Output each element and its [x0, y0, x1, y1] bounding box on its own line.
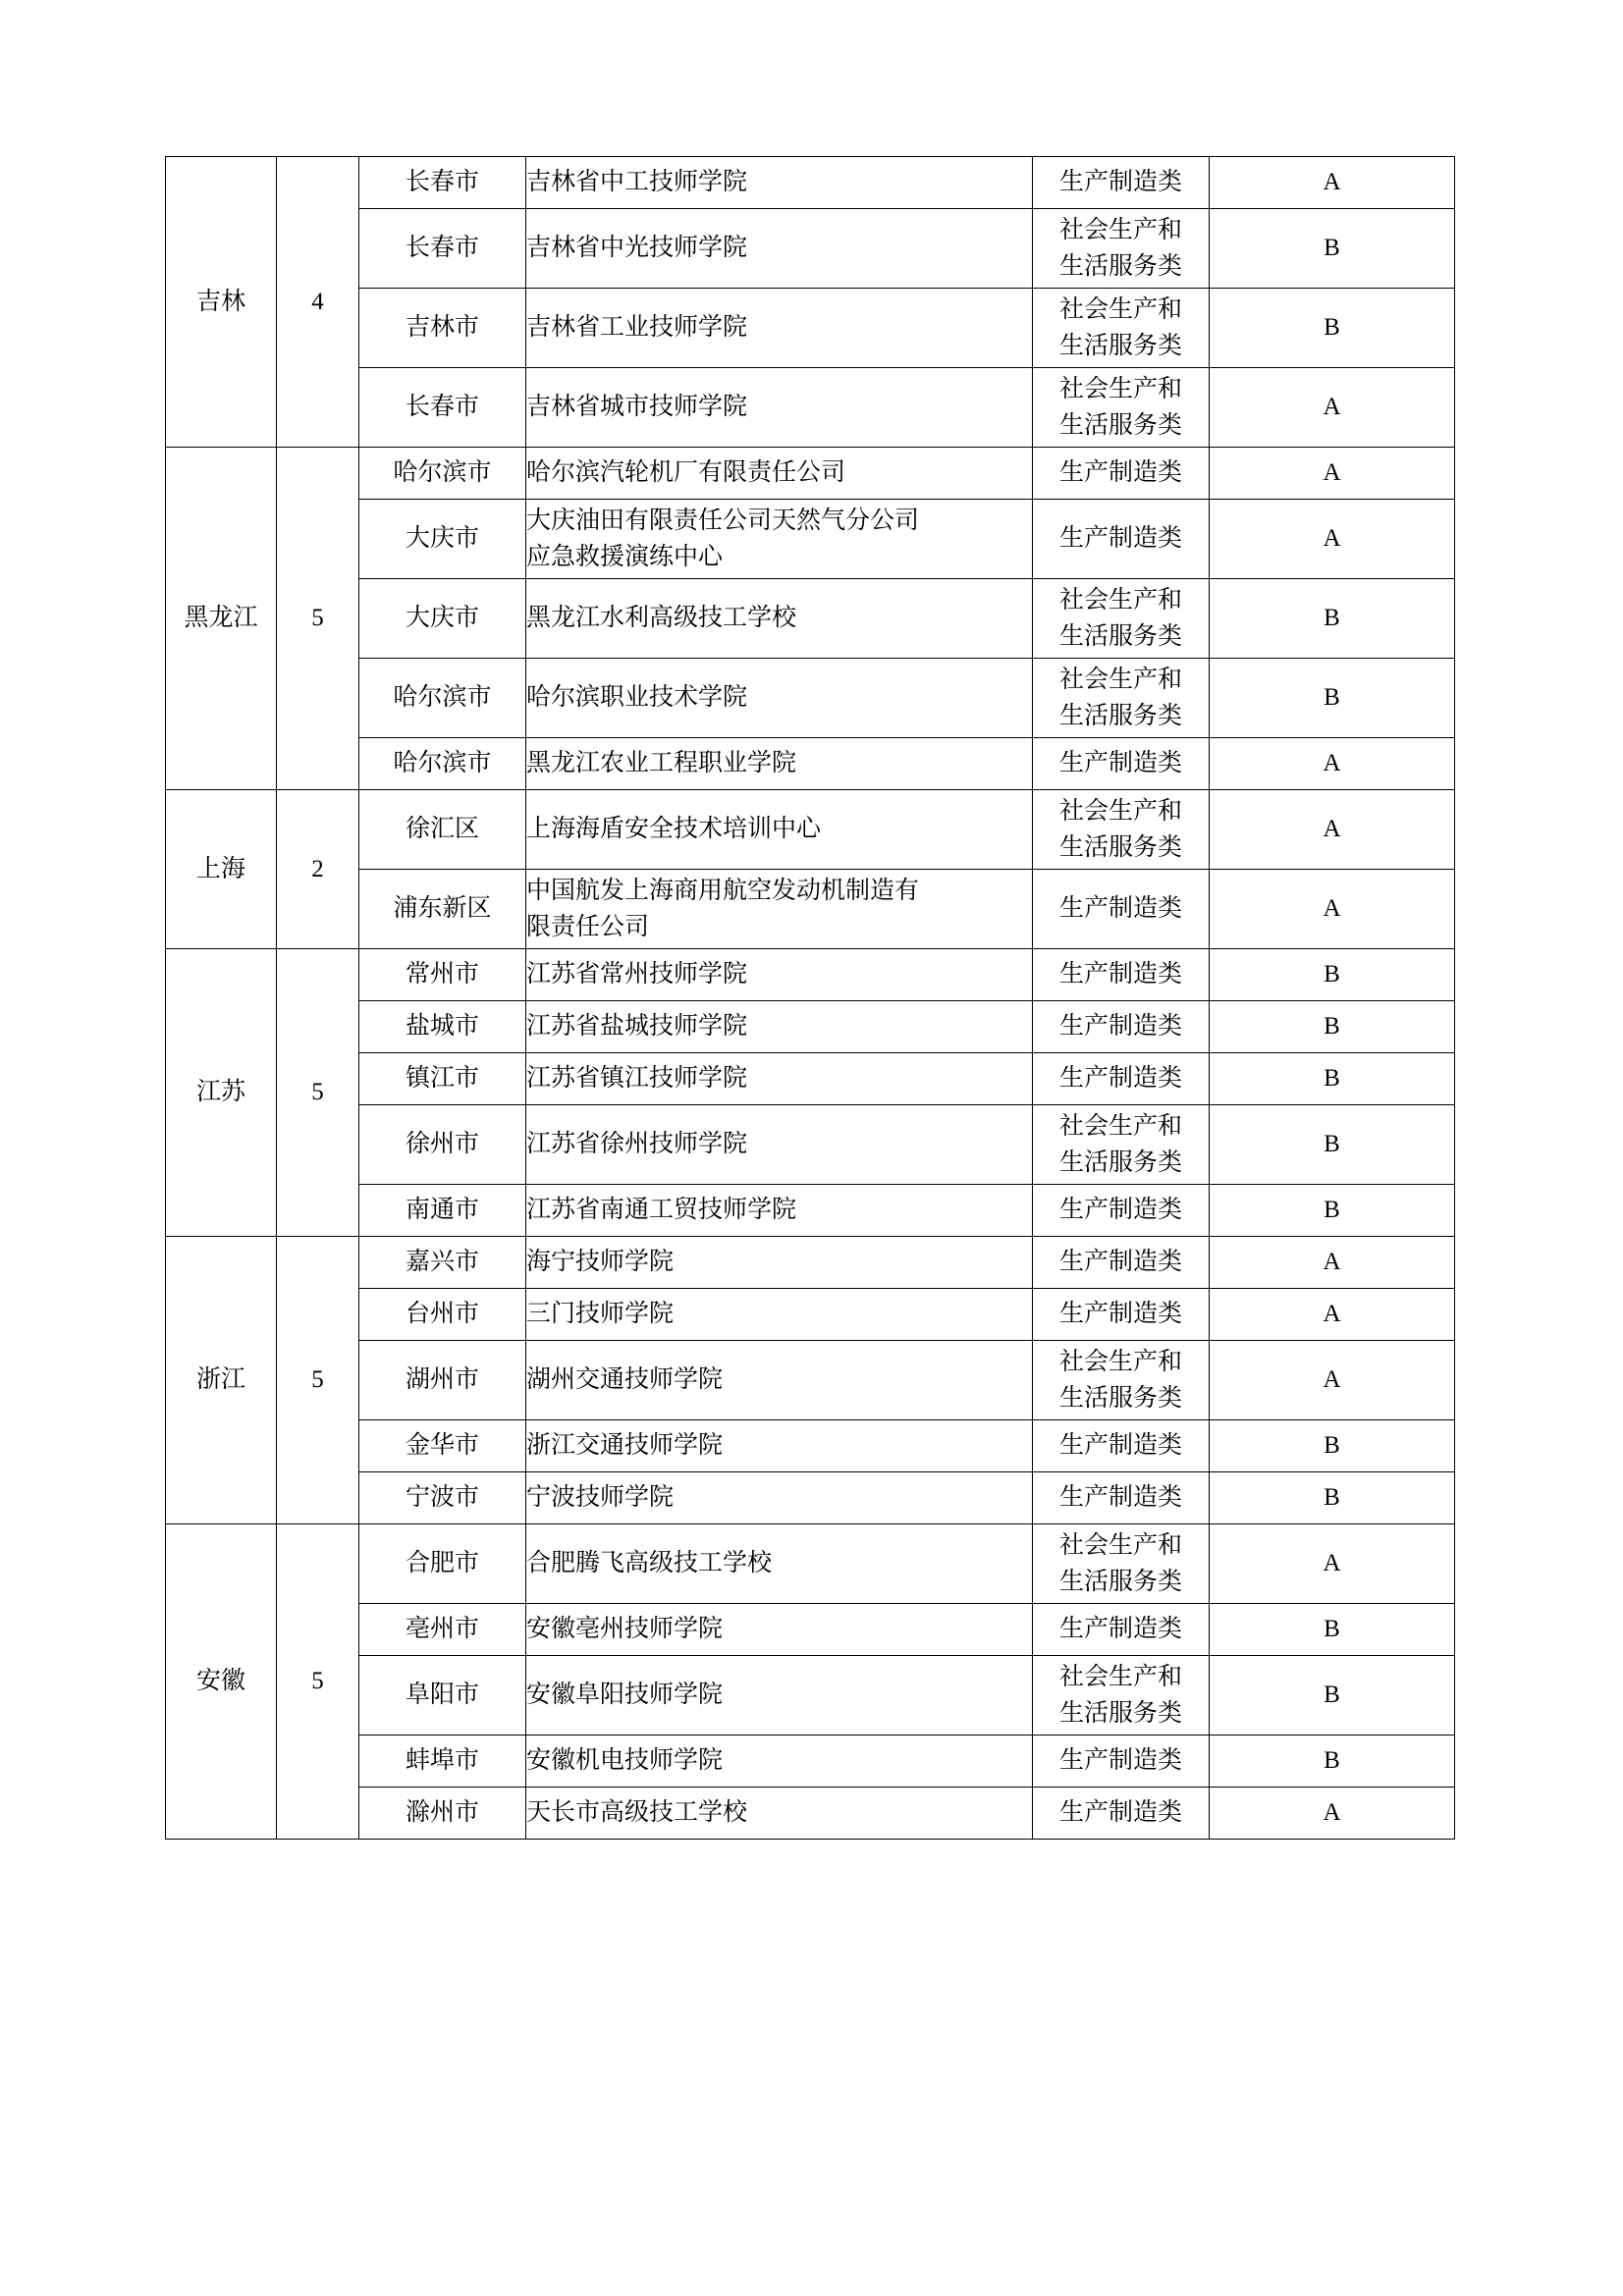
organization-cell: 哈尔滨职业技术学院 — [526, 659, 1033, 738]
city-cell: 常州市 — [359, 949, 526, 1001]
category-cell — [1033, 368, 1210, 448]
province-cell: 吉林 — [166, 157, 277, 448]
table-row — [166, 1185, 1455, 1237]
category-cell: 生产制造类 — [1033, 1185, 1210, 1237]
organization-cell: 哈尔滨汽轮机厂有限责任公司 — [526, 448, 1033, 500]
table-row — [166, 448, 1455, 500]
category-cell — [1033, 209, 1210, 289]
city-cell: 哈尔滨市 — [359, 448, 526, 500]
grade-cell: A — [1210, 1341, 1455, 1420]
province-count-cell: 5 — [277, 1524, 359, 1840]
city-cell: 大庆市 — [359, 579, 526, 659]
category-line-2: 生活服务类 — [1058, 1385, 1182, 1412]
category-line-2: 生活服务类 — [1058, 834, 1182, 861]
category-cell — [1033, 289, 1210, 368]
category-cell: 生产制造类 — [1033, 1735, 1210, 1788]
category-line-1: 社会生产和 — [1058, 1348, 1182, 1375]
category-cell — [1033, 1105, 1210, 1185]
province-count-cell: 5 — [277, 949, 359, 1237]
grade-cell: B — [1210, 1185, 1455, 1237]
city-cell: 宁波市 — [359, 1472, 526, 1524]
province-count-cell: 5 — [277, 1237, 359, 1524]
city-cell: 大庆市 — [359, 500, 526, 579]
table-row — [166, 1105, 1455, 1185]
table-row — [166, 368, 1455, 448]
grade-cell: B — [1210, 1053, 1455, 1105]
grade-cell: B — [1210, 1420, 1455, 1472]
category-cell — [1033, 579, 1210, 659]
category-cell: 生产制造类 — [1033, 949, 1210, 1001]
category-line-1: 社会生产和 — [1058, 666, 1182, 693]
city-cell: 徐汇区 — [359, 790, 526, 870]
category-cell — [1033, 1656, 1210, 1735]
grade-cell: B — [1210, 1604, 1455, 1656]
organization-cell: 吉林省城市技师学院 — [526, 368, 1033, 448]
grade-cell: B — [1210, 209, 1455, 289]
table-row — [166, 1341, 1455, 1420]
training-base-listing-table — [165, 156, 1455, 1840]
table-row — [166, 1001, 1455, 1053]
organization-cell: 合肥腾飞高级技工学校 — [526, 1524, 1033, 1604]
category-cell: 生产制造类 — [1033, 1001, 1210, 1053]
city-cell: 蚌埠市 — [359, 1735, 526, 1788]
organization-cell: 浙江交通技师学院 — [526, 1420, 1033, 1472]
city-cell: 徐州市 — [359, 1105, 526, 1185]
organization-line-1: 大庆油田有限责任公司天然气分公司 — [526, 507, 920, 534]
grade-cell: B — [1210, 659, 1455, 738]
table-row — [166, 1524, 1455, 1604]
table-row — [166, 1420, 1455, 1472]
category-line-2: 生活服务类 — [1058, 333, 1182, 359]
organization-cell: 安徽机电技师学院 — [526, 1735, 1033, 1788]
organization-cell — [526, 500, 1033, 579]
organization-cell: 吉林省中工技师学院 — [526, 157, 1033, 209]
city-cell: 亳州市 — [359, 1604, 526, 1656]
grade-cell: A — [1210, 1289, 1455, 1341]
grade-cell: A — [1210, 1237, 1455, 1289]
table-row — [166, 1735, 1455, 1788]
city-cell: 长春市 — [359, 368, 526, 448]
category-line-1: 社会生产和 — [1058, 1531, 1182, 1559]
table-row — [166, 949, 1455, 1001]
table-row — [166, 1656, 1455, 1735]
organization-cell: 海宁技师学院 — [526, 1237, 1033, 1289]
table-row — [166, 1289, 1455, 1341]
category-cell — [1033, 1524, 1210, 1604]
grade-cell: A — [1210, 1524, 1455, 1604]
category-cell: 生产制造类 — [1033, 1604, 1210, 1656]
table-row — [166, 157, 1455, 209]
grade-cell: B — [1210, 1001, 1455, 1053]
province-cell: 安徽 — [166, 1524, 277, 1840]
grade-cell: B — [1210, 1472, 1455, 1524]
organization-cell: 湖州交通技师学院 — [526, 1341, 1033, 1420]
city-cell: 嘉兴市 — [359, 1237, 526, 1289]
category-line-2: 生活服务类 — [1058, 1700, 1182, 1727]
category-cell — [1033, 659, 1210, 738]
organization-cell: 江苏省镇江技师学院 — [526, 1053, 1033, 1105]
category-line-1: 社会生产和 — [1058, 1112, 1182, 1140]
grade-cell: B — [1210, 1656, 1455, 1735]
grade-cell: A — [1210, 448, 1455, 500]
organization-cell: 黑龙江水利高级技工学校 — [526, 579, 1033, 659]
category-cell: 生产制造类 — [1033, 1289, 1210, 1341]
organization-cell: 天长市高级技工学校 — [526, 1788, 1033, 1840]
table-row — [166, 790, 1455, 870]
category-line-1: 社会生产和 — [1058, 586, 1182, 614]
grade-cell: B — [1210, 1735, 1455, 1788]
organization-cell: 安徽亳州技师学院 — [526, 1604, 1033, 1656]
organization-cell — [526, 870, 1033, 949]
organization-line-2: 应急救援演练中心 — [526, 544, 724, 570]
organization-cell: 黑龙江农业工程职业学院 — [526, 738, 1033, 790]
province-count-cell: 2 — [277, 790, 359, 949]
city-cell: 哈尔滨市 — [359, 738, 526, 790]
table-row — [166, 209, 1455, 289]
category-cell — [1033, 1341, 1210, 1420]
category-cell: 生产制造类 — [1033, 1237, 1210, 1289]
city-cell: 滁州市 — [359, 1788, 526, 1840]
organization-cell: 三门技师学院 — [526, 1289, 1033, 1341]
city-cell: 合肥市 — [359, 1524, 526, 1604]
city-cell: 吉林市 — [359, 289, 526, 368]
organization-cell: 吉林省中光技师学院 — [526, 209, 1033, 289]
category-cell: 生产制造类 — [1033, 1053, 1210, 1105]
table-row — [166, 659, 1455, 738]
city-cell: 台州市 — [359, 1289, 526, 1341]
category-cell: 生产制造类 — [1033, 1472, 1210, 1524]
grade-cell: B — [1210, 1105, 1455, 1185]
table-row — [166, 870, 1455, 949]
organization-cell: 江苏省南通工贸技师学院 — [526, 1185, 1033, 1237]
category-cell: 生产制造类 — [1033, 500, 1210, 579]
category-line-1: 社会生产和 — [1058, 216, 1182, 243]
grade-cell: A — [1210, 870, 1455, 949]
table-row — [166, 738, 1455, 790]
table-row — [166, 579, 1455, 659]
grade-cell: A — [1210, 738, 1455, 790]
city-cell: 湖州市 — [359, 1341, 526, 1420]
province-count-cell: 4 — [277, 157, 359, 448]
province-count-cell: 5 — [277, 448, 359, 790]
category-cell: 生产制造类 — [1033, 448, 1210, 500]
listing-table-container — [165, 156, 1454, 1840]
category-line-1: 社会生产和 — [1058, 1663, 1182, 1690]
city-cell: 长春市 — [359, 157, 526, 209]
province-cell: 江苏 — [166, 949, 277, 1237]
category-line-1: 社会生产和 — [1058, 295, 1182, 323]
grade-cell: A — [1210, 790, 1455, 870]
city-cell: 南通市 — [359, 1185, 526, 1237]
table-row — [166, 1472, 1455, 1524]
grade-cell: B — [1210, 949, 1455, 1001]
category-line-2: 生活服务类 — [1058, 703, 1182, 729]
grade-cell: A — [1210, 157, 1455, 209]
grade-cell: A — [1210, 1788, 1455, 1840]
table-row — [166, 1788, 1455, 1840]
city-cell: 哈尔滨市 — [359, 659, 526, 738]
category-line-2: 生活服务类 — [1058, 623, 1182, 650]
category-cell: 生产制造类 — [1033, 157, 1210, 209]
category-line-2: 生活服务类 — [1058, 253, 1182, 280]
city-cell: 金华市 — [359, 1420, 526, 1472]
category-line-1: 社会生产和 — [1058, 797, 1182, 825]
organization-cell: 吉林省工业技师学院 — [526, 289, 1033, 368]
category-cell: 生产制造类 — [1033, 1420, 1210, 1472]
city-cell: 阜阳市 — [359, 1656, 526, 1735]
organization-line-2: 限责任公司 — [526, 914, 650, 940]
city-cell: 镇江市 — [359, 1053, 526, 1105]
grade-cell: B — [1210, 579, 1455, 659]
category-line-1: 社会生产和 — [1058, 375, 1182, 402]
grade-cell: A — [1210, 368, 1455, 448]
province-cell: 上海 — [166, 790, 277, 949]
table-row — [166, 1237, 1455, 1289]
grade-cell: A — [1210, 500, 1455, 579]
province-cell: 浙江 — [166, 1237, 277, 1524]
province-cell: 黑龙江 — [166, 448, 277, 790]
table-row — [166, 1604, 1455, 1656]
category-line-2: 生活服务类 — [1058, 412, 1182, 439]
category-cell: 生产制造类 — [1033, 738, 1210, 790]
category-line-2: 生活服务类 — [1058, 1569, 1182, 1595]
category-line-2: 生活服务类 — [1058, 1149, 1182, 1176]
table-row — [166, 289, 1455, 368]
organization-cell: 江苏省盐城技师学院 — [526, 1001, 1033, 1053]
city-cell: 浦东新区 — [359, 870, 526, 949]
grade-cell: B — [1210, 289, 1455, 368]
table-row — [166, 500, 1455, 579]
city-cell: 盐城市 — [359, 1001, 526, 1053]
organization-cell: 安徽阜阳技师学院 — [526, 1656, 1033, 1735]
city-cell: 长春市 — [359, 209, 526, 289]
organization-cell: 上海海盾安全技术培训中心 — [526, 790, 1033, 870]
organization-cell: 江苏省常州技师学院 — [526, 949, 1033, 1001]
organization-cell: 宁波技师学院 — [526, 1472, 1033, 1524]
category-cell — [1033, 790, 1210, 870]
organization-cell: 江苏省徐州技师学院 — [526, 1105, 1033, 1185]
table-row — [166, 1053, 1455, 1105]
category-cell: 生产制造类 — [1033, 870, 1210, 949]
organization-line-1: 中国航发上海商用航空发动机制造有 — [526, 878, 920, 904]
category-cell: 生产制造类 — [1033, 1788, 1210, 1840]
